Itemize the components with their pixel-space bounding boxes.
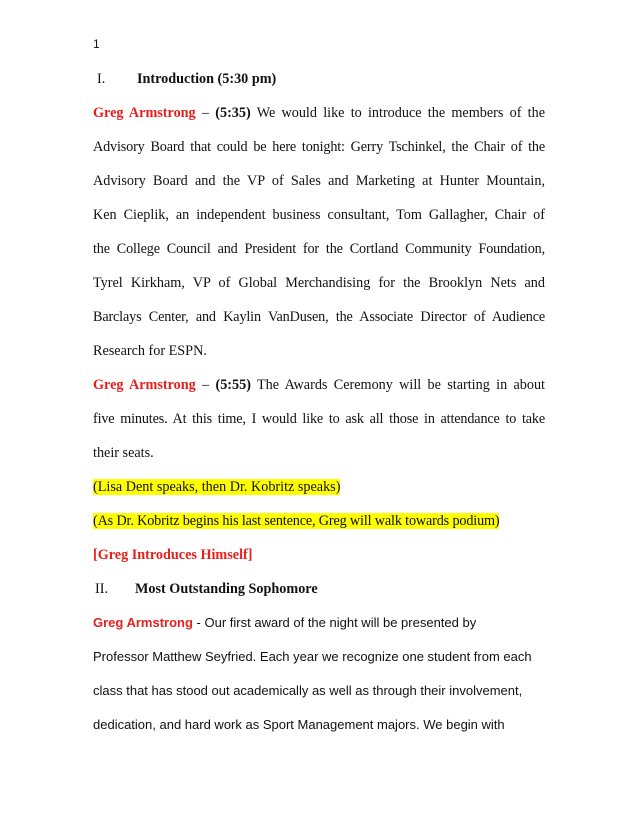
dash: – [202,377,210,393]
section-title: Introduction (5:30 pm) [137,71,277,87]
stage-direction [93,504,545,538]
dash: – [201,105,209,121]
paragraph-line: Ken Cieplik, an independent business consultant, Tom Gallagher, Chair of [93,207,545,223]
highlighted-text: (Lisa Dent speaks, then Dr. Kobritz speaks) [93,479,341,495]
paragraph-line [93,368,545,402]
separator: - [196,615,201,630]
speaker-cue: [Greg Introduces Himself] [93,547,253,563]
document-body [93,62,545,742]
paragraph-line: Professor Matthew Seyfried. Each year we recognize one student from each [93,649,532,664]
paragraph-line: class that has stood out academically as well as through their involvement, [93,683,523,698]
section-numeral: II. [95,581,108,597]
stage-direction [93,470,545,504]
section-heading-introduction [93,62,545,96]
paragraph-line [93,606,545,640]
paragraph-line: Advisory Board that could be here tonight: Gerry Tschinkel, the Chair of the [93,139,545,155]
paragraph-line: Barclays Center, and Kaylin VanDusen, the Associate Director of Audience [93,309,545,325]
page-number: 1 [93,37,100,51]
section-numeral: I. [97,71,106,87]
speaker-name: Greg Armstrong [93,377,196,393]
paragraph-line: the College Council and President for the Cortland Community Foundation, [93,241,545,257]
paragraph-text: We would like to introduce the members of the [256,105,546,121]
paragraph-line [93,96,545,130]
timestamp: (5:55) [215,377,251,393]
paragraph-line: their seats. [93,445,154,461]
highlighted-text: (As Dr. Kobritz begins his last sentence, Greg will walk towards podium) [93,513,500,529]
speaker-name: Greg Armstrong [93,615,193,630]
paragraph-text: The Awards Ceremony will be starting in about [257,377,546,393]
section-title: Most Outstanding Sophomore [135,581,318,597]
paragraph-line: dedication, and hard work as Sport Management majors. We begin with [93,717,505,732]
paragraph-line: Tyrel Kirkham, VP of Global Merchandising for the Brooklyn Nets and [93,275,545,291]
paragraph-line: five minutes. At this time, I would like to ask all those in attendance to take [93,411,545,427]
paragraph-line: Advisory Board and the VP of Sales and Marketing at Hunter Mountain, [93,173,545,189]
section-heading-sophomore [93,572,545,606]
paragraph-line: Research for ESPN. [93,343,207,359]
timestamp: (5:35) [215,105,251,121]
speaker-name: Greg Armstrong [93,105,196,121]
paragraph-text: Our first award of the night will be presented by [204,615,477,630]
